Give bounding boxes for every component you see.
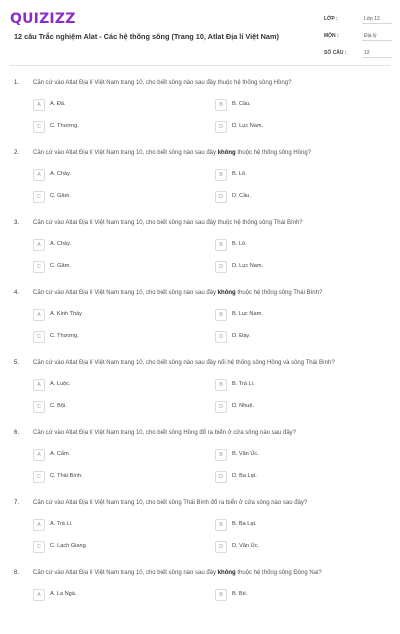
option-text: A. Chảy. <box>50 171 72 177</box>
question-8 <box>0 564 400 634</box>
question-emphasis: không <box>217 570 236 576</box>
option-text: B. Ba Lạt. <box>232 521 257 527</box>
question-number: 6. <box>14 430 20 436</box>
option-letter-box: D <box>215 261 227 273</box>
option-text: C. Bội. <box>50 403 67 409</box>
question-text <box>33 570 322 576</box>
header-divider <box>10 65 390 66</box>
quizizz-logo: QUIZIZZ <box>10 11 76 27</box>
option-text: D. Lục Nam. <box>232 263 264 269</box>
question-6 <box>0 424 400 494</box>
option-text: A. Chảy. <box>50 241 72 247</box>
option-letter-box: A <box>33 589 45 601</box>
meta-label-subject: MÔN : <box>324 33 339 39</box>
option-text: C. Thái Bình. <box>50 473 83 479</box>
option-letter-box: A <box>33 519 45 531</box>
option-letter-box: D <box>215 401 227 413</box>
question-number: 3. <box>14 220 20 226</box>
option-text: B. Văn Úc. <box>232 451 259 457</box>
option-letter-box: C <box>33 401 45 413</box>
meta-label-grade: LỚP : <box>324 16 338 22</box>
option-letter-box: B <box>215 309 227 321</box>
option-letter-box: C <box>33 471 45 483</box>
question-4 <box>0 284 400 354</box>
meta-value-question-count: 12 <box>362 48 392 58</box>
question-2 <box>0 144 400 214</box>
option-letter-box: B <box>215 519 227 531</box>
option-text: B. Bé. <box>232 591 248 597</box>
question-text <box>33 430 296 436</box>
option-text: C. Lạch Giang. <box>50 543 88 549</box>
option-letter-box: B <box>215 449 227 461</box>
option-text: D. Lục Nam. <box>232 123 264 129</box>
question-text <box>33 220 303 226</box>
question-text-part: Căn cứ vào Atlat Địa lí Việt Nam trang 10, cho biết sông nào sau đây thuộc hệ thống sông Thái Bình? <box>33 220 303 226</box>
option-letter-box: C <box>33 191 45 203</box>
question-7 <box>0 494 400 564</box>
option-letter-box: A <box>33 379 45 391</box>
option-letter-box: B <box>215 379 227 391</box>
option-text: B. Lục Nam. <box>232 311 263 317</box>
option-letter-box: D <box>215 331 227 343</box>
option-text: A. Trà Lí. <box>50 521 73 527</box>
question-text-part: Căn cứ vào Atlat Địa lí Việt Nam trang 10, cho biết sông nào sau đây nối hệ thống sông Hồng và sông Thái Bình? <box>33 360 335 366</box>
question-text <box>33 500 307 506</box>
meta-label-question-count: SỐ CÂU : <box>324 50 347 56</box>
option-text: D. Nhuệ. <box>232 403 255 409</box>
option-text: D. Đáy. <box>232 333 251 339</box>
question-number: 2. <box>14 150 20 156</box>
option-letter-box: B <box>215 99 227 111</box>
option-letter-box: D <box>215 541 227 553</box>
option-text: C. Thương. <box>50 123 79 129</box>
option-text: B. Lô. <box>232 241 247 247</box>
option-text: B. Trà Lí. <box>232 381 255 387</box>
option-letter-box: B <box>215 589 227 601</box>
worksheet-header <box>0 0 400 60</box>
question-text-part: Căn cứ vào Atlat Địa lí Việt Nam trang 10, cho biết sông nào sau đây <box>33 570 218 576</box>
option-letter-box: C <box>33 261 45 273</box>
meta-row-grade <box>324 14 390 31</box>
option-text: A. Cấm. <box>50 451 71 457</box>
option-text: C. Gâm. <box>50 263 71 269</box>
option-letter-box: A <box>33 99 45 111</box>
question-emphasis: không <box>217 150 236 156</box>
question-number: 5. <box>14 360 20 366</box>
option-letter-box: B <box>215 169 227 181</box>
option-text: A. Đà. <box>50 101 66 107</box>
meta-row-subject <box>324 31 390 48</box>
question-text <box>33 290 322 296</box>
option-letter-box: D <box>215 191 227 203</box>
option-letter-box: C <box>33 331 45 343</box>
option-text: A. Luộc. <box>50 381 71 387</box>
option-text: A. Kinh Thầy <box>50 311 82 317</box>
question-emphasis: không <box>217 290 236 296</box>
question-text-part: Căn cứ vào Atlat Địa lí Việt Nam trang 10, cho biết sông nào sau đây <box>33 150 218 156</box>
question-number: 1. <box>14 80 20 86</box>
question-text <box>33 150 311 156</box>
question-text-part: Căn cứ vào Atlat Địa lí Việt Nam trang 10, cho biết sông Thái Bình đổ ra biển ở cửa sông nào sau đây? <box>33 500 308 506</box>
worksheet-title: 12 câu Trắc nghiệm Alat - Các hệ thống sông (Trang 10, Atlat Địa lí Việt Nam) <box>14 32 279 41</box>
question-text-part: thuộc hệ thống sông Đồng Nai? <box>235 570 322 576</box>
question-list <box>0 74 400 634</box>
question-1 <box>0 74 400 144</box>
question-number: 7. <box>14 500 20 506</box>
option-letter-box: A <box>33 239 45 251</box>
option-letter-box: D <box>215 121 227 133</box>
option-text: D. Văn Úc. <box>232 543 260 549</box>
question-text <box>33 80 291 86</box>
question-text-part: Căn cứ vào Atlat Địa lí Việt Nam trang 10, cho biết sông Hồng đổ ra biển ở cửa sông nào sau đây? <box>33 430 297 436</box>
question-text-part: thuộc hệ thống sông Thái Bình? <box>235 290 323 296</box>
option-text: B. Lô. <box>232 171 247 177</box>
worksheet-meta <box>324 14 390 65</box>
option-letter-box: A <box>33 309 45 321</box>
meta-value-grade: Lớp 12 <box>362 14 392 24</box>
option-text: B. Cầu. <box>232 101 251 107</box>
question-text-part: Căn cứ vào Atlat Địa lí Việt Nam trang 10, cho biết sông nào sau đây <box>33 290 218 296</box>
option-text: C. Thương. <box>50 333 79 339</box>
question-number: 4. <box>14 290 20 296</box>
question-text-part: thuộc hệ thống sông Hồng? <box>235 150 312 156</box>
meta-value-subject: Địa lý <box>362 31 392 41</box>
option-text: D. Ba Lạt. <box>232 473 257 479</box>
question-3 <box>0 214 400 284</box>
option-letter-box: B <box>215 239 227 251</box>
option-letter-box: A <box>33 449 45 461</box>
question-text-part: Căn cứ vào Atlat Địa lí Việt Nam trang 10, cho biết sông nào sau đây thuộc hệ thống sông Hồng? <box>33 80 292 86</box>
question-number: 8. <box>14 570 20 576</box>
option-letter-box: A <box>33 169 45 181</box>
option-letter-box: C <box>33 541 45 553</box>
option-text: D. Cầu. <box>232 193 251 199</box>
option-letter-box: C <box>33 121 45 133</box>
meta-row-question-count <box>324 48 390 65</box>
question-5 <box>0 354 400 424</box>
question-text <box>33 360 335 366</box>
option-letter-box: D <box>215 471 227 483</box>
option-text: C. Gâm. <box>50 193 71 199</box>
option-text: A. La Ngà. <box>50 591 77 597</box>
